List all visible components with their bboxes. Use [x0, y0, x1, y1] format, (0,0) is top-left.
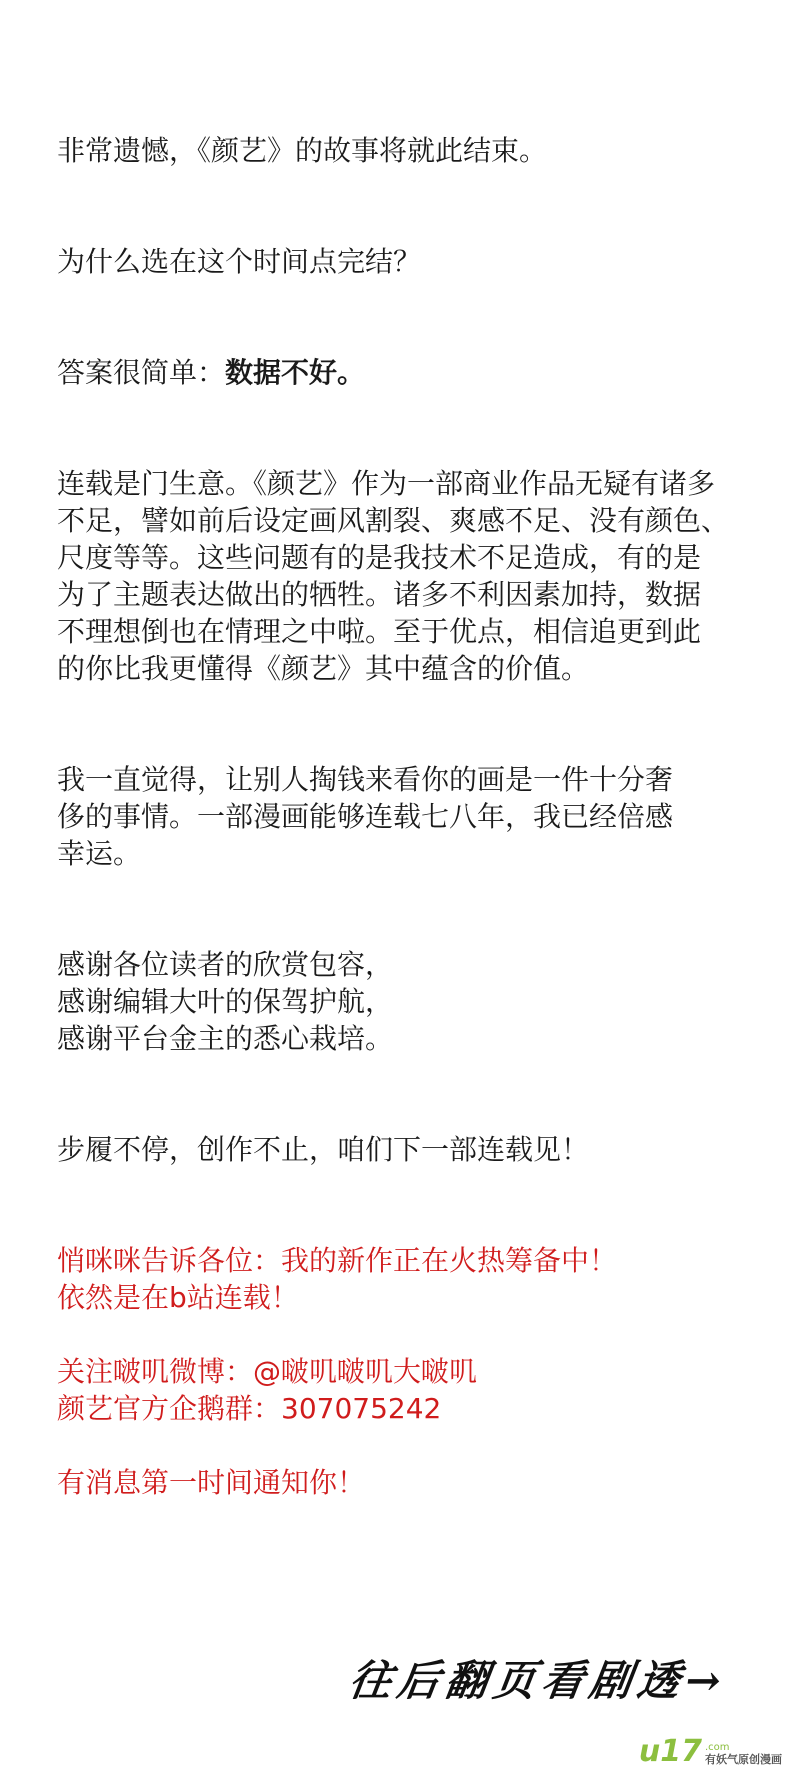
business-line: 不理想倒也在情理之中啦。至于优点，相信追更到此: [57, 615, 702, 648]
thanks-line: 感谢各位读者的欣赏包容，: [57, 948, 394, 981]
qq-group-line: 颜艺官方企鹅群：307075242: [57, 1392, 442, 1425]
logo-slogan: 有妖气原创漫画: [705, 1753, 782, 1766]
business-line: 不足，譬如前后设定画风割裂、爽感不足、没有颜色、: [57, 504, 730, 537]
closing-statement: 非常遗憾，《颜艺》的故事将就此结束。: [57, 134, 548, 167]
business-line: 的你比我更懂得《颜艺》其中蕴含的价值。: [57, 652, 590, 685]
announcement-line: 悄咪咪告诉各位：我的新作正在火热筹备中！: [57, 1244, 618, 1277]
notify-line: 有消息第一时间通知你！: [57, 1466, 366, 1499]
gratitude-line: 侈的事情。一部漫画能够连载七八年，我已经倍感: [57, 800, 674, 833]
see-you-next-line: 步履不停，创作不止，咱们下一部连载见！: [57, 1133, 590, 1166]
business-line: 为了主题表达做出的牺牲。诸多不利因素加持，数据: [57, 578, 702, 611]
gratitude-line: 我一直觉得，让别人掏钱来看你的画是一件十分奢: [57, 763, 674, 796]
announcement-line: 依然是在b站连载！: [57, 1281, 299, 1314]
business-line: 尺度等等。这些问题有的是我技术不足造成，有的是: [57, 541, 702, 574]
gratitude-line: 幸运。: [57, 837, 142, 870]
weibo-line: 关注啵叽微博：@啵叽啵叽大啵叽: [57, 1355, 478, 1388]
gratitude-paragraph: [57, 761, 757, 872]
thanks-line: 感谢平台金主的悉心栽培。: [57, 1022, 394, 1055]
answer-line: [57, 354, 757, 391]
thanks-paragraph: [57, 946, 757, 1057]
new-work-announcement: [57, 1242, 757, 1316]
answer-bold: 数据不好。: [225, 356, 366, 389]
answer-prefix: 答案很简单：: [57, 356, 226, 389]
next-page-hint: 往后翻页看剧透→: [346, 1656, 731, 1705]
question-why-now: 为什么选在这个时间点完结？: [57, 245, 422, 278]
logo-domain: .com: [705, 1742, 730, 1753]
thanks-line: 感谢编辑大叶的保驾护航，: [57, 985, 394, 1018]
logo-mark: u17: [638, 1734, 702, 1769]
business-paragraph: [57, 465, 757, 687]
contact-info: [57, 1353, 757, 1427]
u17-watermark-logo: [638, 1734, 782, 1769]
logo-side: [705, 1743, 782, 1766]
business-line: 连载是门生意。《颜艺》作为一部商业作品无疑有诸多: [57, 467, 716, 500]
